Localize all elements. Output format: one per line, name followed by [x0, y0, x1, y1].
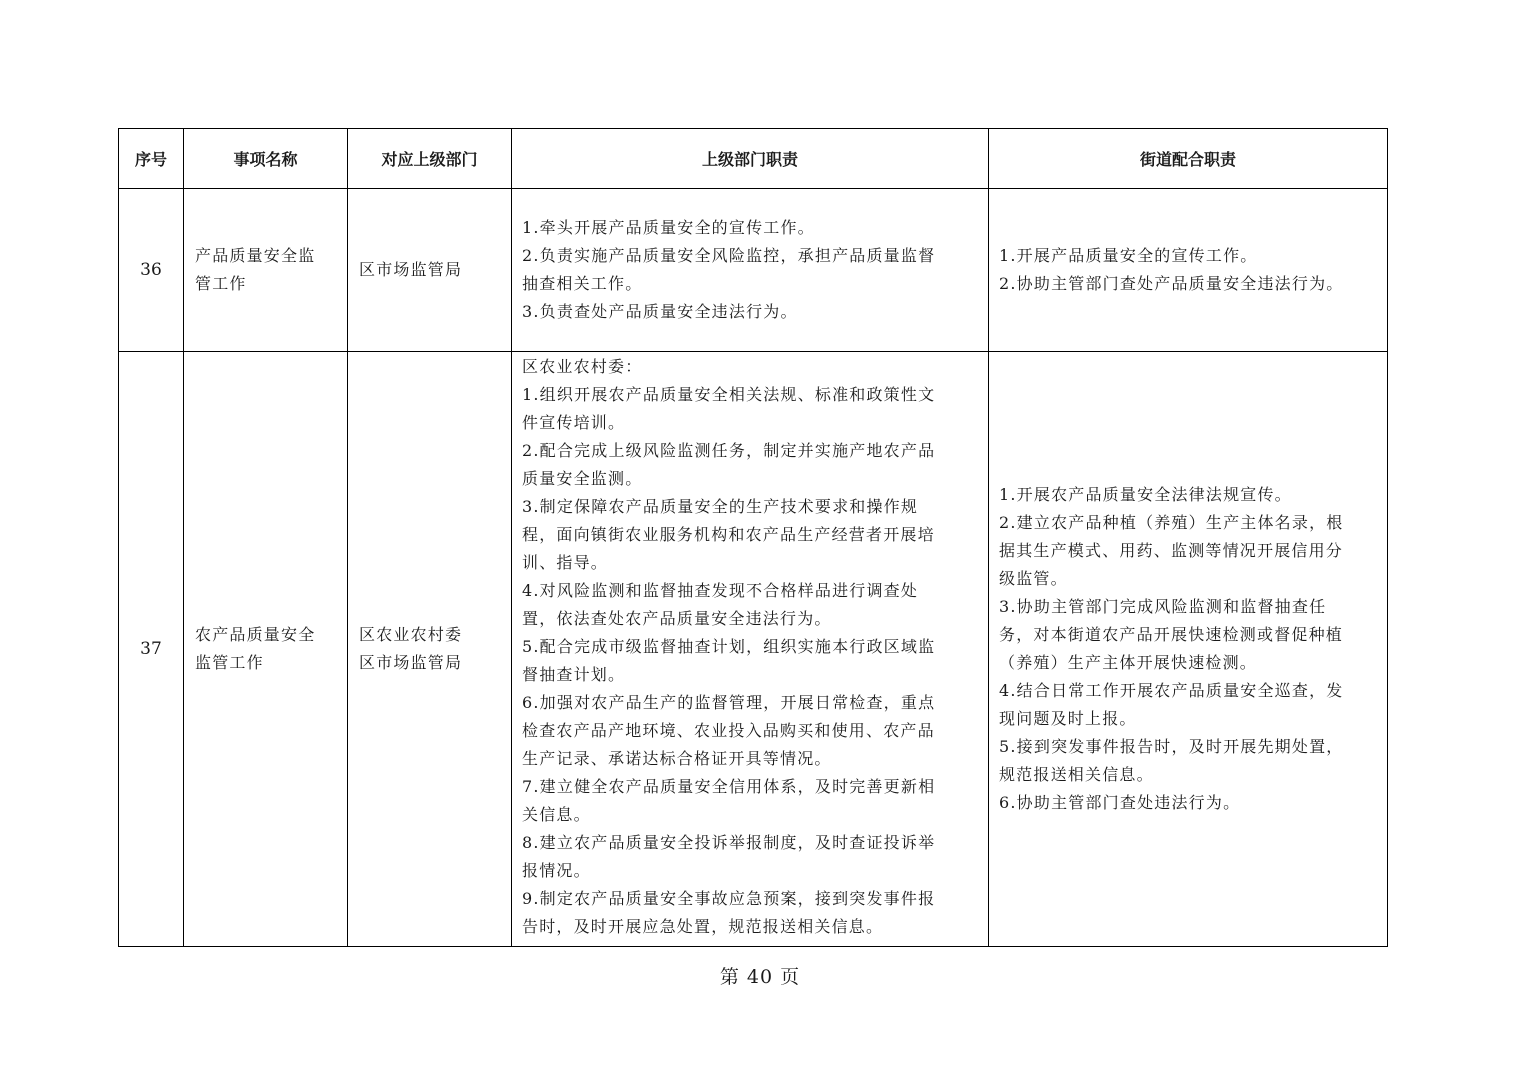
duty-line: 6.协助主管部门查处违法行为。	[999, 793, 1241, 812]
row-department: 区市场监管局	[348, 189, 512, 352]
duty-line: 关信息。	[522, 805, 591, 824]
row-superior-duties	[512, 189, 989, 352]
duty-line: 2.建立农产品种植（养殖）生产主体名录，根	[999, 513, 1344, 532]
row-number: 37	[119, 352, 184, 947]
duty-line: 8.建立农产品质量安全投诉举报制度，及时查证投诉举	[522, 833, 936, 852]
duty-line: 检查农产品产地环境、农业投入品购买和使用、农产品	[522, 721, 935, 740]
duty-line: 件宣传培训。	[522, 413, 626, 432]
table-row	[119, 352, 1388, 947]
table-row	[119, 189, 1388, 352]
duty-line: 级监管。	[999, 569, 1068, 588]
duty-line: 质量安全监测。	[522, 469, 643, 488]
duty-line: 1.组织开展农产品质量安全相关法规、标准和政策性文	[522, 385, 936, 404]
duty-line: 程，面向镇街农业服务机构和农产品生产经营者开展培	[522, 525, 935, 544]
table-header-row	[119, 129, 1388, 189]
duty-line: （养殖）生产主体开展快速检测。	[999, 653, 1258, 672]
duty-table	[118, 128, 1388, 947]
row-number: 36	[119, 189, 184, 352]
duty-line: 生产记录、承诺达标合格证开具等情况。	[522, 749, 832, 768]
duty-line: 1.牵头开展产品质量安全的宣传工作。	[522, 218, 815, 237]
row-street-duties	[989, 189, 1388, 352]
duty-line: 4.结合日常工作开展农产品质量安全巡查，发	[999, 681, 1344, 700]
duty-line: 1.开展产品质量安全的宣传工作。	[999, 246, 1258, 265]
duty-line: 3.制定保障农产品质量安全的生产技术要求和操作规	[522, 497, 919, 516]
duty-line: 规范报送相关信息。	[999, 765, 1154, 784]
duty-line: 现问题及时上报。	[999, 709, 1137, 728]
duty-line: 2.配合完成上级风险监测任务，制定并实施产地农产品	[522, 441, 936, 460]
row-superior-duties	[512, 352, 989, 947]
header-number: 序号	[119, 129, 184, 189]
duty-line: 1.开展农产品质量安全法律法规宣传。	[999, 485, 1292, 504]
duty-line: 5.配合完成市级监督抽查计划，组织实施本行政区域监	[522, 637, 936, 656]
row-item-name: 农产品质量安全 监管工作	[184, 352, 348, 947]
page-number: 第 40 页	[719, 966, 801, 988]
header-item-name: 事项名称	[184, 129, 348, 189]
duty-line: 告时，及时开展应急处置，规范报送相关信息。	[522, 917, 884, 936]
duty-line: 督抽查计划。	[522, 665, 626, 684]
page-footer	[0, 962, 1520, 989]
row-department: 区农业农村委 区市场监管局	[348, 352, 512, 947]
header-superior-duties: 上级部门职责	[512, 129, 989, 189]
duty-line: 报情况。	[522, 861, 591, 880]
duty-line: 抽查相关工作。	[522, 274, 643, 293]
duty-line: 置，依法查处农产品质量安全违法行为。	[522, 609, 832, 628]
duty-line: 4.对风险监测和监督抽查发现不合格样品进行调查处	[522, 581, 919, 600]
row-item-name: 产品质量安全监 管工作	[184, 189, 348, 352]
duty-line: 3.负责查处产品质量安全违法行为。	[522, 302, 798, 321]
duty-line: 5.接到突发事件报告时，及时开展先期处置，	[999, 737, 1344, 756]
duty-line: 务，对本街道农产品开展快速检测或督促种植	[999, 625, 1344, 644]
header-department: 对应上级部门	[348, 129, 512, 189]
duty-line: 2.协助主管部门查处产品质量安全违法行为。	[999, 274, 1344, 293]
row-street-duties	[989, 352, 1388, 947]
duty-line: 6.加强对农产品生产的监督管理，开展日常检查，重点	[522, 693, 936, 712]
duty-line: 7.建立健全农产品质量安全信用体系，及时完善更新相	[522, 777, 936, 796]
duty-line: 训、指导。	[522, 553, 609, 572]
header-street-duties: 街道配合职责	[989, 129, 1388, 189]
duty-line: 9.制定农产品质量安全事故应急预案，接到突发事件报	[522, 889, 936, 908]
duty-line: 区农业农村委：	[522, 357, 643, 376]
duty-line: 据其生产模式、用药、监测等情况开展信用分	[999, 541, 1344, 560]
duty-line: 2.负责实施产品质量安全风险监控，承担产品质量监督	[522, 246, 936, 265]
duty-line: 3.协助主管部门完成风险监测和监督抽查任	[999, 597, 1327, 616]
